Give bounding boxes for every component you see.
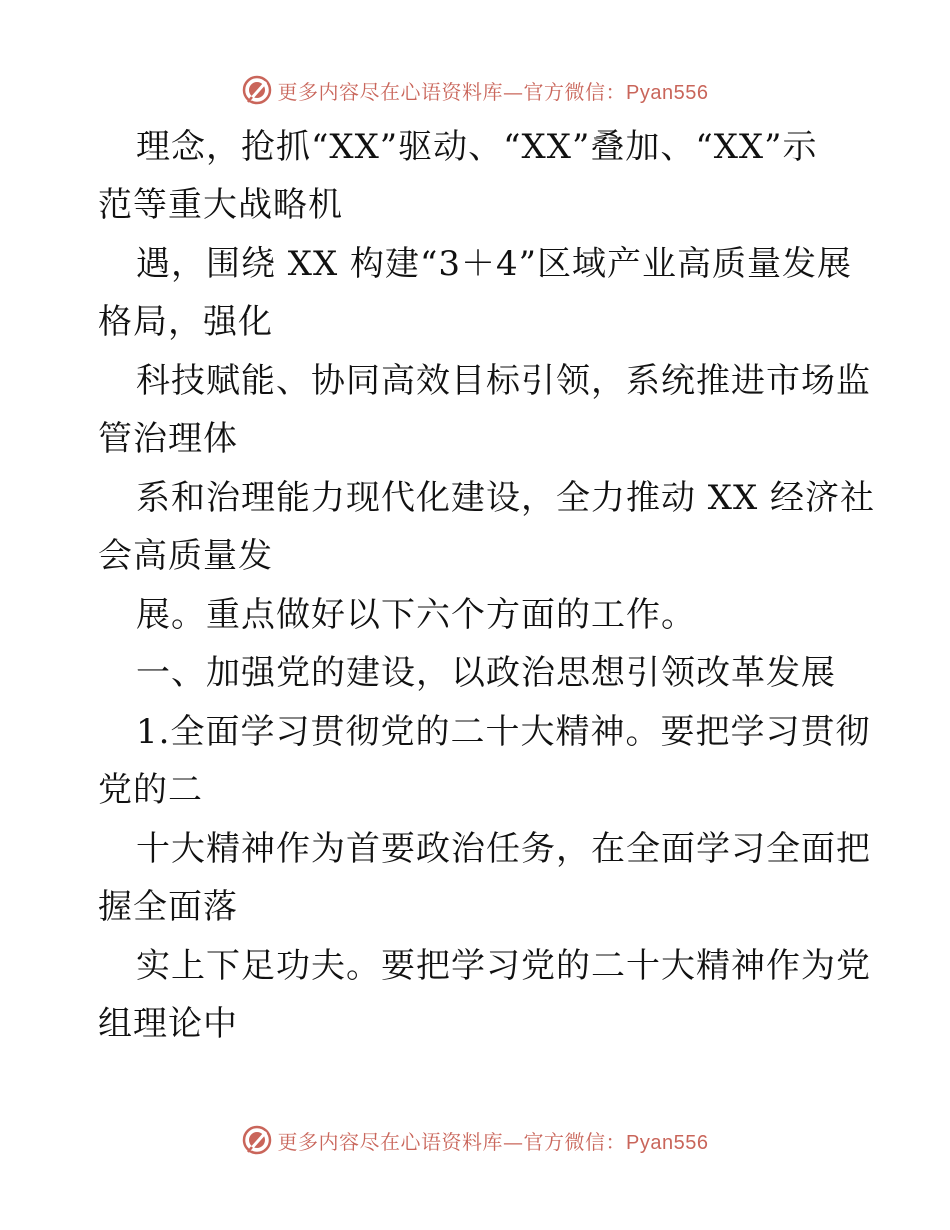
body-line: 十大精神作为首要政治任务，在全面学习全面把 xyxy=(136,829,871,869)
body-line: 会高质量发 xyxy=(98,536,273,576)
pen-logo-icon xyxy=(242,75,272,105)
body-line: 范等重大战略机 xyxy=(98,185,343,225)
header-watermark-banner xyxy=(0,70,950,110)
body-line: 系和治理能力现代化建设，全力推动 XX 经济社 xyxy=(136,478,876,518)
body-line: 科技赋能、协同高效目标引领，系统推进市场监 xyxy=(136,361,871,401)
pen-logo-icon xyxy=(242,1125,272,1155)
header-banner-text: 更多内容尽在心语资料库—官方微信： xyxy=(277,79,627,104)
footer-wechat-id: Pyan556 xyxy=(626,1131,709,1154)
body-line: 理念，抢抓“XX”驱动、“XX”叠加、“XX”示 xyxy=(136,127,818,167)
body-line: 格局，强化 xyxy=(98,302,273,342)
body-line: 握全面落 xyxy=(98,887,238,927)
body-line: 党的二 xyxy=(98,770,203,810)
body-line: 展。重点做好以下六个方面的工作。 xyxy=(136,595,696,635)
section-heading: 一、加强党的建设，以政治思想引领改革发展 xyxy=(136,653,836,693)
header-wechat-id: Pyan556 xyxy=(626,81,709,104)
body-line: 遇，围绕 XX 构建“3＋4”区域产业高质量发展 xyxy=(136,244,853,284)
footer-watermark-banner xyxy=(0,1120,950,1160)
body-line: 组理论中 xyxy=(98,1004,238,1044)
body-line: 1.全面学习贯彻党的二十大精神。要把学习贯彻 xyxy=(136,712,871,752)
body-line: 管治理体 xyxy=(98,419,238,459)
footer-banner-text: 更多内容尽在心语资料库—官方微信： xyxy=(277,1129,627,1154)
body-line: 实上下足功夫。要把学习党的二十大精神作为党 xyxy=(136,946,871,986)
